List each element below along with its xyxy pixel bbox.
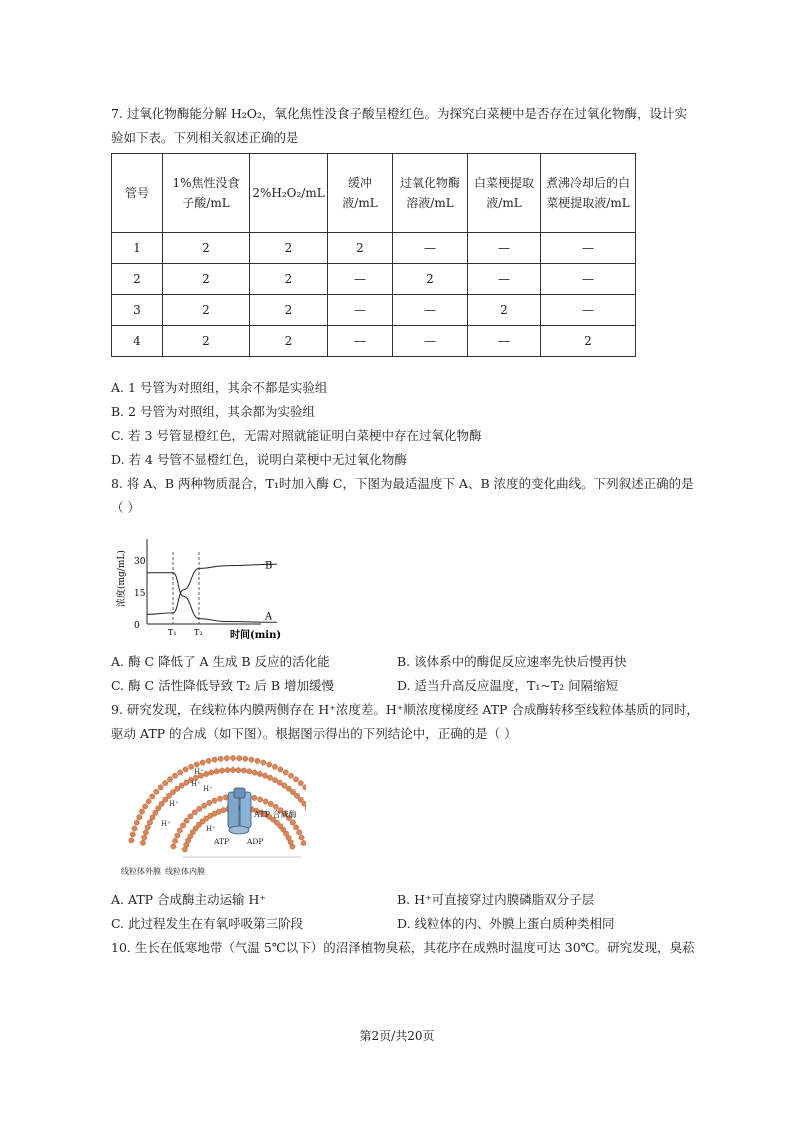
h-ion-label: H⁺ — [203, 785, 213, 793]
phospholipid-head — [212, 798, 217, 803]
phospholipid-head — [179, 783, 184, 788]
phospholipid-head — [147, 820, 152, 825]
header-cell: 煮沸冷却后的白菜梗提取液/mL — [541, 154, 636, 233]
phospholipid-head — [294, 793, 299, 798]
phospholipid-head — [217, 796, 222, 801]
phospholipid-head — [207, 800, 212, 805]
phospholipid-head — [192, 810, 197, 815]
phospholipid-head — [301, 840, 306, 845]
q7-stem-line1: 7. 过氧化物酶能分解 H₂O₂，氧化焦性没食子酸呈橙红色。为探究白菜梗中是否存在过氧化物酶，设计实 — [111, 106, 688, 121]
q9-option-d: D. 线粒体的内、外膜上蛋白质种类相同 — [397, 916, 615, 931]
table-row — [112, 233, 636, 264]
q7-option-c: C. 若 3 号管显橙红色，无需对照就能证明白菜梗中存在过氧化物酶 — [111, 428, 482, 443]
phospholipid-head — [247, 769, 252, 774]
phospholipid-head — [272, 764, 277, 769]
y-tick-label: 15 — [134, 589, 146, 599]
h-ion-label: H⁺ — [206, 825, 216, 833]
phospholipid-head — [129, 838, 134, 843]
phospholipid-head — [153, 810, 158, 815]
table-cell: 3 — [112, 295, 163, 326]
h-ion-label: H⁺ — [169, 800, 179, 808]
phospholipid-head — [143, 804, 148, 809]
phospholipid-head — [194, 762, 199, 767]
phospholipid-head — [277, 780, 282, 785]
inner-membrane-label: 线粒体内膜 — [165, 867, 205, 876]
phospholipid-head — [257, 771, 262, 776]
phospholipid-head — [130, 832, 135, 837]
table-cell: — — [541, 295, 636, 326]
concentration-chart — [111, 535, 286, 643]
table-cell: 2 — [250, 264, 328, 295]
phospholipid-head — [182, 847, 187, 852]
phospholipid-head — [272, 778, 277, 783]
phospholipid-head — [204, 771, 209, 776]
q8-option-a: A. 酶 C 降低了 A 生成 B 反应的活化能 — [111, 654, 330, 669]
h-ion-label: H⁺ — [191, 780, 201, 788]
header-cell: 过氧化物酶溶液/mL — [393, 154, 468, 233]
q8-option-b: B. 该体系中的酶促反应速率先快后慢再快 — [397, 654, 627, 669]
table-cell: 2 — [541, 326, 636, 357]
table-cell: 2 — [468, 295, 541, 326]
table-cell: — — [468, 326, 541, 357]
phospholipid-head — [290, 820, 295, 825]
phospholipid-head — [230, 755, 235, 760]
phospholipid-head — [175, 786, 180, 791]
table-cell: 2 — [112, 264, 163, 295]
phospholipid-head — [206, 758, 211, 763]
phospholipid-head — [298, 781, 303, 786]
table-cell: 2 — [163, 326, 250, 357]
q9-option-a: A. ATP 合成酶主动运输 H⁺ — [111, 892, 267, 907]
table-cell: 4 — [112, 326, 163, 357]
table-cell: — — [541, 233, 636, 264]
phospholipid-head — [263, 799, 268, 804]
table-cell: — — [328, 295, 393, 326]
phospholipid-head — [258, 797, 263, 802]
phospholipid-head — [252, 770, 257, 775]
phospholipid-head — [184, 818, 189, 823]
phospholipid-head — [150, 815, 155, 820]
header-cell: 1%焦性没食子酸/mL — [163, 154, 250, 233]
table-cell: 2 — [250, 233, 328, 264]
phospholipid-head — [146, 799, 151, 804]
phospholipid-head — [183, 767, 188, 772]
phospholipid-head — [197, 806, 202, 811]
table-cell: 2 — [250, 295, 328, 326]
adp-label: ADP — [247, 837, 264, 846]
phospholipid-head — [173, 838, 178, 843]
table-cell: — — [393, 295, 468, 326]
phospholipid-head — [298, 797, 303, 802]
table-cell: 2 — [163, 233, 250, 264]
table-cell: 2 — [163, 295, 250, 326]
phospholipid-head — [171, 844, 176, 849]
phospholipid-head — [189, 764, 194, 769]
phospholipid-head — [293, 777, 298, 782]
table-row — [112, 326, 636, 357]
outer-membrane-label: 线粒体外膜 — [121, 867, 161, 876]
q8-stem-line1: 8. 将 A、B 两种物质混合，T₁时加入酶 C，下图为最适温度下 A、B 浓度的变化曲线。下列叙述正确的是 — [111, 476, 694, 491]
x-tick-label: T₂ — [194, 628, 203, 637]
q8-option-c: C. 酶 C 活性降低导致 T₂ 后 B 增加缓慢 — [111, 678, 335, 693]
phospholipid-head — [262, 773, 267, 778]
series-line-A — [147, 573, 277, 622]
phospholipid-head — [209, 770, 214, 775]
phospholipid-head — [297, 830, 302, 835]
q7-option-d: D. 若 4 号管不显橙红色，说明白菜梗中无过氧化物酶 — [111, 452, 407, 467]
phospholipid-head — [237, 756, 242, 761]
q9-stem-line2: 驱动 ATP 的合成（如下图）。根据图示得出的下列结论中，正确的是（ ） — [111, 726, 517, 741]
table-cell: 2 — [250, 326, 328, 357]
phospholipid-head — [223, 795, 228, 800]
phospholipid-head — [241, 768, 246, 773]
header-cell: 管号 — [112, 154, 163, 233]
h-ion-label: H⁺ — [161, 820, 171, 828]
phospholipid-head — [172, 773, 177, 778]
series-line-B — [147, 564, 277, 614]
header-cell: 2%H₂O₂/mL — [250, 154, 328, 233]
q9-stem-line1: 9. 研究发现，在线粒体内膜两侧存在 H⁺浓度差。H⁺顺浓度梯度经 ATP 合成酶转移至线粒体基质的同时， — [111, 702, 699, 717]
phospholipid-head — [283, 770, 288, 775]
table-cell: 1 — [112, 233, 163, 264]
table-header-row — [112, 154, 636, 233]
mitochondria-membrane-figure — [111, 752, 306, 882]
phospholipid-head — [142, 835, 147, 840]
table-cell: 2 — [393, 264, 468, 295]
q9-option-c: C. 此过程发生在有氧呼吸第三阶段 — [111, 916, 304, 931]
table-cell: 2 — [163, 264, 250, 295]
phospholipid-head — [267, 775, 272, 780]
phospholipid-head — [202, 803, 207, 808]
table-cell: — — [468, 233, 541, 264]
h-ion-label: H⁺ — [194, 768, 204, 776]
x-axis-label: 时间(min) — [230, 630, 282, 641]
atp-synthase-label: ATP 合成酶 — [254, 810, 297, 819]
phospholipid-head — [303, 785, 306, 790]
phospholipid-head — [178, 770, 183, 775]
phospholipid-head — [288, 773, 293, 778]
q8-option-d: D. 适当升高反应温度，T₁~T₂ 间隔缩短 — [397, 678, 619, 693]
phospholipid-head — [218, 756, 223, 761]
phospholipid-head — [236, 768, 241, 773]
phospholipid-head — [137, 815, 142, 820]
phospholipid-head — [180, 823, 185, 828]
phospholipid-head — [175, 833, 180, 838]
q7-option-a: A. 1 号管为对照组，其余不都是实验组 — [111, 380, 328, 395]
series-label-A: A — [265, 611, 273, 623]
q7-option-b: B. 2 号管为对照组，其余都为实验组 — [111, 404, 316, 419]
phospholipid-head — [156, 806, 161, 811]
phospholipid-head — [255, 758, 260, 763]
phospholipid-head — [294, 825, 299, 830]
phospholipid-head — [159, 801, 164, 806]
phospholipid-head — [145, 825, 150, 830]
experiment-table — [111, 153, 636, 357]
atp-label: ATP — [214, 837, 230, 846]
q10-stem-line1: 10. 生长在低寒地带（气温 5℃以下）的沼泽植物臭菘，其花序在成熟时温度可达 30℃。研究发现，臭菘 — [111, 940, 695, 955]
table-cell: — — [328, 326, 393, 357]
phospholipid-head — [212, 757, 217, 762]
phospholipid-head — [267, 762, 272, 767]
phospholipid-head — [163, 797, 168, 802]
phospholipid-head — [139, 809, 144, 814]
phospholipid-head — [282, 783, 287, 788]
phospholipid-head — [140, 840, 145, 845]
phospholipid-head — [154, 789, 159, 794]
phospholipid-head — [200, 760, 205, 765]
phospholipid-head — [170, 790, 175, 795]
x-tick-label: T₁ — [168, 628, 177, 637]
phospholipid-head — [225, 768, 230, 773]
y-tick-label: 0 — [134, 621, 140, 631]
phospholipid-head — [166, 793, 171, 798]
q8-stem-line2: （ ） — [111, 500, 140, 515]
phospholipid-head — [268, 801, 273, 806]
phospholipid-head — [163, 781, 168, 786]
phospholipid-head — [220, 768, 225, 773]
phospholipid-head — [224, 756, 229, 761]
phospholipid-head — [167, 777, 172, 782]
phospholipid-head — [184, 780, 189, 785]
y-tick-label: 30 — [134, 557, 146, 567]
phospholipid-head — [278, 767, 283, 772]
table-cell: — — [393, 326, 468, 357]
phospholipid-head — [132, 826, 137, 831]
series-label-B: B — [265, 560, 273, 572]
phospholipid-head — [150, 794, 155, 799]
table-row — [112, 264, 636, 295]
phospholipid-head — [214, 769, 219, 774]
phospholipid-head — [177, 828, 182, 833]
phospholipid-head — [286, 786, 291, 791]
phospholipid-head — [188, 814, 193, 819]
y-axis-label: 浓度(mg/mL) — [117, 550, 127, 607]
phospholipid-head — [249, 757, 254, 762]
table-cell: — — [393, 233, 468, 264]
page-footer: 第2页/共20页 — [359, 1029, 435, 1043]
phospholipid-head — [299, 835, 304, 840]
phospholipid-head — [252, 795, 257, 800]
phospholipid-head — [158, 785, 163, 790]
phospholipid-head — [243, 756, 248, 761]
header-cell: 缓冲液/mL — [328, 154, 393, 233]
q9-option-b: B. H⁺可直接穿过内膜磷脂双分子层 — [397, 892, 595, 907]
phospholipid-head — [290, 790, 295, 795]
phospholipid-head — [273, 804, 278, 809]
q7-stem-line2: 验如下表。下列相关叙述正确的是 — [111, 130, 299, 145]
phospholipid-head — [134, 820, 139, 825]
table-cell: 2 — [328, 233, 393, 264]
table-cell: — — [541, 264, 636, 295]
header-cell: 白菜梗提取液/mL — [468, 154, 541, 233]
phospholipid-head — [230, 767, 235, 772]
table-row — [112, 295, 636, 326]
phospholipid-head — [143, 830, 148, 835]
table-cell: — — [468, 264, 541, 295]
phospholipid-head — [261, 760, 266, 765]
table-cell: — — [328, 264, 393, 295]
